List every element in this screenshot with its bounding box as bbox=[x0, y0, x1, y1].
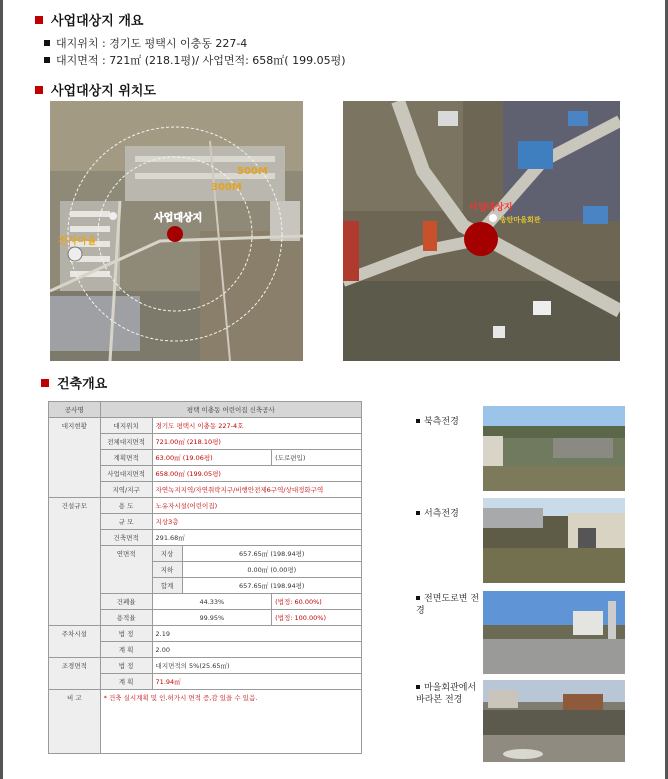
row-label: 전체대지면적 bbox=[100, 434, 152, 450]
red-square-icon bbox=[41, 379, 49, 387]
location-section-title: 사업대상지 위치도 bbox=[35, 80, 156, 99]
row-value: 657.65㎡ (198.94평) bbox=[182, 578, 362, 594]
square-bullet-icon bbox=[416, 511, 420, 515]
north-view-photo bbox=[483, 406, 625, 491]
building-spec-table bbox=[48, 401, 362, 754]
row-value: 노유자시설(어린이집) bbox=[152, 498, 361, 514]
row-limit: (법정: 100.00%) bbox=[272, 610, 362, 626]
sub-label: 합계 bbox=[152, 578, 182, 594]
row-value: 71.94㎡ bbox=[152, 674, 361, 690]
landmark-label: 전자마을 bbox=[58, 236, 97, 247]
row-value: 대지면적의 5%(25.65㎡) bbox=[152, 658, 361, 674]
row-label: 건폐율 bbox=[100, 594, 152, 610]
village-hall-view-label: 마을회관에서 바라본 전경 bbox=[416, 683, 477, 705]
row-value: 0.00㎡ (0.00평) bbox=[182, 562, 362, 578]
row-value: 657.65㎡ (198.94평) bbox=[182, 546, 362, 562]
row-value: 자연녹지지역/자연취락지구/비행안전제6구역/상대정화구역 bbox=[152, 482, 361, 498]
row-label: 계 획 bbox=[100, 674, 152, 690]
square-bullet-icon bbox=[44, 40, 50, 46]
row-value: 지상3층 bbox=[152, 514, 361, 530]
table-row bbox=[49, 626, 362, 642]
scale-label: 건설규모 bbox=[49, 498, 101, 626]
area-aerial-map bbox=[50, 101, 303, 361]
row-value: 291.68㎡ bbox=[152, 530, 361, 546]
row-label: 용 도 bbox=[100, 498, 152, 514]
row-extra: (도로편입) bbox=[272, 450, 362, 466]
square-bullet-icon bbox=[416, 685, 420, 689]
sub-label: 지상 bbox=[152, 546, 182, 562]
project-name-value: 평택 이충동 어린이집 신축공사 bbox=[100, 402, 361, 418]
row-label: 대지위치 bbox=[100, 418, 152, 434]
table-row bbox=[49, 418, 362, 434]
row-label: 건축면적 bbox=[100, 530, 152, 546]
target-site-label: 사업대상지 bbox=[154, 213, 203, 224]
square-bullet-icon bbox=[44, 57, 50, 63]
row-label: 용적율 bbox=[100, 610, 152, 626]
west-view-photo bbox=[483, 498, 625, 583]
remarks-label: 비 고 bbox=[49, 690, 101, 754]
row-value: 2.00 bbox=[152, 642, 361, 658]
village-hall-view-photo bbox=[483, 680, 625, 762]
north-view-label: 북측전경 bbox=[416, 416, 482, 428]
red-square-icon bbox=[35, 86, 43, 94]
table-row bbox=[49, 690, 362, 754]
row-label: 연면적 bbox=[100, 546, 152, 594]
landscape-label: 조경면적 bbox=[49, 658, 101, 690]
table-row bbox=[49, 402, 362, 418]
site-status-label: 대지현황 bbox=[49, 418, 101, 498]
row-limit: (법정: 60.00%) bbox=[272, 594, 362, 610]
table-row bbox=[49, 498, 362, 514]
row-value: 경기도 평택시 이충동 227-4호 bbox=[152, 418, 361, 434]
west-view-label: 서측전경 bbox=[416, 508, 482, 520]
ring-500m-label: 500M bbox=[237, 166, 268, 177]
row-label: 사업대지면적 bbox=[100, 466, 152, 482]
row-value: 721.00㎡ (218.10평) bbox=[152, 434, 361, 450]
target-site-label: 사업대상지 bbox=[469, 203, 513, 213]
site-closeup-aerial-map bbox=[343, 101, 620, 361]
table-row bbox=[49, 658, 362, 674]
project-name-label: 공사명 bbox=[49, 402, 101, 418]
row-label: 계획면적 bbox=[100, 450, 152, 466]
village-hall-label: 송탄마을회관 bbox=[500, 216, 541, 224]
overview-section-title: 사업대상지 개요 bbox=[35, 10, 143, 29]
site-location-bullet: 대지위치 : 경기도 평택시 이충동 227-4 bbox=[44, 35, 247, 51]
parking-label: 주차시설 bbox=[49, 626, 101, 658]
front-road-view-photo bbox=[483, 591, 625, 674]
red-square-icon bbox=[35, 16, 43, 24]
front-road-view-label: 전면도로변 전경 bbox=[416, 594, 480, 616]
row-value: 44.33% bbox=[152, 594, 272, 610]
sub-label: 지하 bbox=[152, 562, 182, 578]
row-label: 지역/지구 bbox=[100, 482, 152, 498]
row-value: 99.95% bbox=[152, 610, 272, 626]
row-label: 법 정 bbox=[100, 658, 152, 674]
square-bullet-icon bbox=[416, 419, 420, 423]
ring-300m-label: 300M bbox=[211, 182, 242, 193]
square-bullet-icon bbox=[416, 596, 420, 600]
building-section-title: 건축개요 bbox=[41, 373, 107, 392]
site-area-bullet: 대지면적 : 721㎡ (218.1평)/ 사업면적: 658㎡( 199.05평) bbox=[44, 52, 346, 68]
row-value: 658.00㎡ (199.05평) bbox=[152, 466, 361, 482]
row-value: 2.19 bbox=[152, 626, 361, 642]
page-border-left bbox=[0, 0, 3, 779]
row-label: 법 정 bbox=[100, 626, 152, 642]
row-label: 규 모 bbox=[100, 514, 152, 530]
row-label: 계 획 bbox=[100, 642, 152, 658]
row-value: 63.00㎡ (19.06평) bbox=[152, 450, 272, 466]
remarks-value: * 건축 실시계획 및 인.허가시 면적 증,감 있을 수 있음. bbox=[100, 690, 361, 754]
